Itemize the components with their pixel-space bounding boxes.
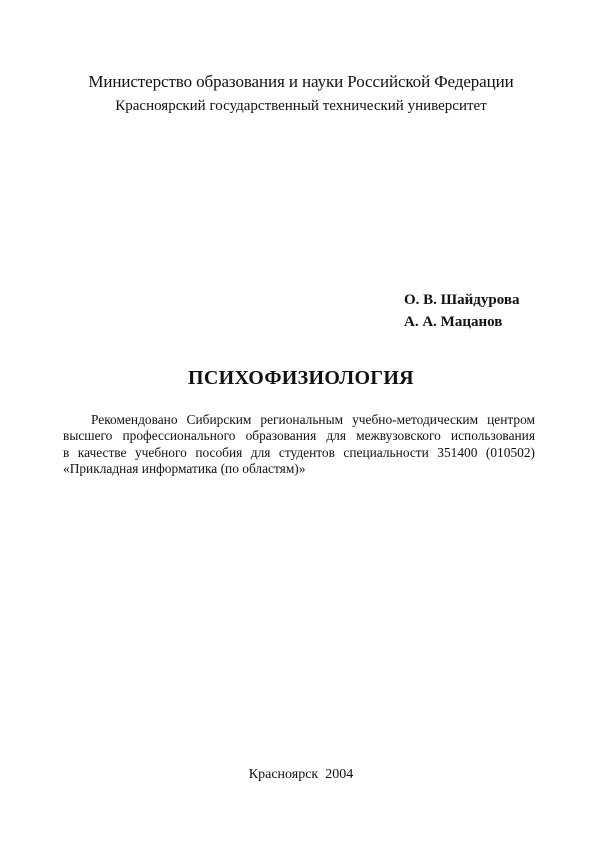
recommendation-line: Рекомендовано Сибирским региональным учебно-методическим центром — [91, 412, 535, 427]
authors-block — [404, 289, 519, 333]
city-year: Красноярск 2004 — [248, 767, 354, 782]
author-name: О. В. Шайдурова — [404, 292, 520, 308]
recommendation-line: в качестве учебного пособия для студентов специальности 351400 (010502) — [63, 444, 535, 460]
document-title: ПСИХОФИЗИОЛОГИЯ — [188, 367, 414, 389]
recommendation-line: «Прикладная информатика (по областям)» — [63, 461, 306, 477]
recommendation-line: высшего профессионального образования для межвузовского использования — [63, 428, 535, 444]
university-name: Красноярский государственный технический университет — [115, 98, 487, 114]
recommendation-paragraph — [63, 412, 535, 478]
author-name: А. А. Мацанов — [404, 314, 503, 330]
ministry-name: Министерство образования и науки Российской Федерации — [88, 72, 514, 91]
